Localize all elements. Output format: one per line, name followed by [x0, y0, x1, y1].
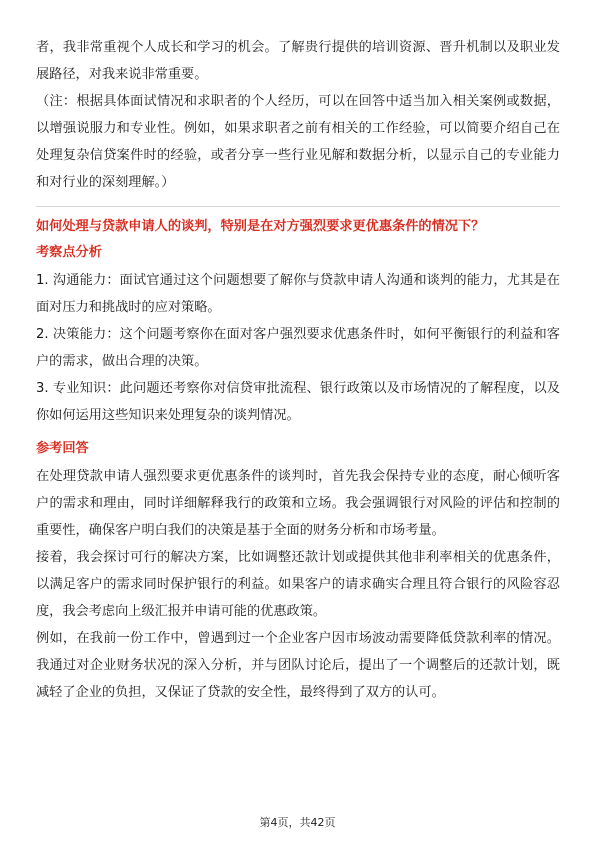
question-title: 如何处理与贷款申请人的谈判，特别是在对方强烈要求更优惠条件的情况下？ [36, 219, 485, 234]
answer-heading: 参考回答 [36, 441, 89, 456]
note-paragraph: （注：根据具体面试情况和求职者的个人经历，可以在回答中适当加入相关案例或数据，以增强说服力和专业性。例如，如果求职者之前有相关的工作经验，可以简要介绍自己在处理复杂信贷案件时的经验，或者分享一些行业见解和数据分析，以显示自己的专业能力和对行业的深刻理解。） [36, 94, 560, 190]
answer-paragraph: 例如，在我前一份工作中，曾遇到过一个企业客户因市场波动需要降低贷款利率的情况。我通过对企业财务状况的深入分析，并与团队讨论后，提出了一个调整后的还款计划，既减轻了企业的负担，又保证了贷款的安全性，最终得到了双方的认可。 [36, 631, 560, 700]
analysis-item: 2. 决策能力：这个问题考察你在面对客户强烈要求优惠条件时，如何平衡银行的利益和客户的需求，做出合理的决策。 [36, 327, 560, 369]
section-divider [36, 206, 560, 207]
analysis-item: 3. 专业知识：此问题还考察你对信贷审批流程、银行政策以及市场情况的了解程度，以及你如何运用这些知识来处理复杂的谈判情况。 [36, 381, 560, 423]
intro-paragraph: 者，我非常重视个人成长和学习的机会。了解贵行提供的培训资源、晋升机制以及职业发展路径，对我来说非常重要。 [36, 40, 560, 82]
document-page [36, 34, 560, 706]
page-number: 第4页，共42页 [259, 816, 336, 829]
analysis-heading: 考察点分析 [36, 245, 102, 260]
answer-paragraph: 接着，我会探讨可行的解决方案，比如调整还款计划或提供其他非利率相关的优惠条件，以满足客户的需求同时保护银行的利益。如果客户的请求确实合理且符合银行的风险容忍度，我会考虑向上级汇报并申请可能的优惠政策。 [36, 550, 560, 619]
analysis-item: 1. 沟通能力：面试官通过这个问题想要了解你与贷款申请人沟通和谈判的能力，尤其是在面对压力和挑战时的应对策略。 [36, 273, 560, 315]
answer-paragraph: 在处理贷款申请人强烈要求更优惠条件的谈判时，首先我会保持专业的态度，耐心倾听客户的需求和理由，同时详细解释我行的政策和立场。我会强调银行对风险的评估和控制的重要性，确保客户明白我们的决策是基于全面的财务分析和市场考量。 [36, 469, 560, 538]
